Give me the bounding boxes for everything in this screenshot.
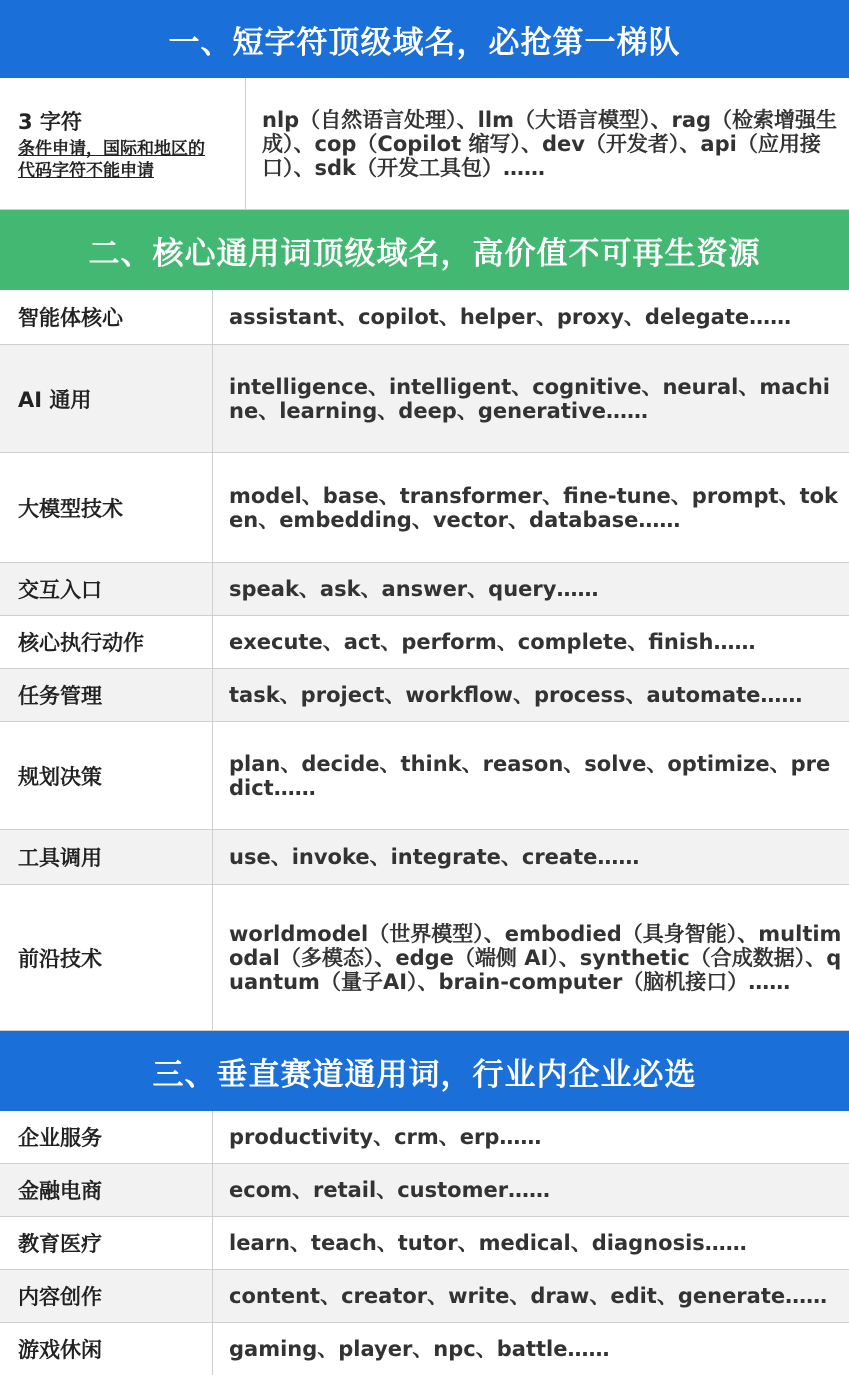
section2-row-label: 规划决策 xyxy=(0,722,213,829)
section2-row-content: use、invoke、integrate、create…… xyxy=(229,845,640,869)
section2-row-content: task、project、workflow、process、automate…… xyxy=(229,683,803,707)
section2-row-content: assistant、copilot、helper、proxy、delegate…… xyxy=(229,305,792,329)
section2-row-label: 大模型技术 xyxy=(0,453,213,562)
section3-row-label: 金融电商 xyxy=(0,1164,213,1216)
section2-row-label: 交互入口 xyxy=(0,563,213,615)
section1-label xyxy=(0,78,246,209)
section3-row xyxy=(0,1270,849,1323)
section3-row xyxy=(0,1111,849,1164)
section3-row xyxy=(0,1323,849,1375)
section2-row-content: intelligence、intelligent、cognitive、neural、machine、learning、deep、generative…… xyxy=(229,374,830,423)
section3-title: 三、垂直赛道通用词，行业内企业必选 xyxy=(152,1056,697,1093)
section1-title: 一、短字符顶级域名，必抢第一梯队 xyxy=(168,24,681,61)
section2-row xyxy=(0,345,849,453)
section2-row-content: plan、decide、think、reason、solve、optimize、predict…… xyxy=(229,751,831,800)
section2-row-label: AI 通用 xyxy=(0,345,213,452)
section2-row xyxy=(0,290,849,345)
section2-row-content: speak、ask、answer、query…… xyxy=(229,577,599,601)
section1-header xyxy=(0,0,849,78)
section3-row-label: 教育医疗 xyxy=(0,1217,213,1269)
section3-row-label: 企业服务 xyxy=(0,1111,213,1163)
section3-row xyxy=(0,1164,849,1217)
section3-header xyxy=(0,1031,849,1111)
section1-label-note-2: 代码字符不能申请 xyxy=(18,160,154,181)
section2-row xyxy=(0,722,849,830)
section2-row-content: model、base、transformer、fine-tune、prompt、token、embedding、vector、database…… xyxy=(229,483,838,532)
section2-row-label: 智能体核心 xyxy=(0,290,213,344)
section2-header xyxy=(0,210,849,290)
section2-row xyxy=(0,453,849,563)
section2-row xyxy=(0,669,849,722)
section3-row-label: 游戏休闲 xyxy=(0,1323,213,1375)
section2-row-label: 前沿技术 xyxy=(0,885,213,1030)
section3-row-content: productivity、crm、erp…… xyxy=(229,1125,542,1149)
section2-row-label: 工具调用 xyxy=(0,830,213,884)
section2-row xyxy=(0,885,849,1031)
section2-row-content: execute、act、perform、complete、finish…… xyxy=(229,630,756,654)
section3-row-content: learn、teach、tutor、medical、diagnosis…… xyxy=(229,1231,747,1255)
section2-row xyxy=(0,616,849,669)
section3-row xyxy=(0,1217,849,1270)
section1-label-main: 3 字符 xyxy=(18,109,82,134)
section1-row xyxy=(0,78,849,210)
section2-row-label: 任务管理 xyxy=(0,669,213,721)
section3-row-label: 内容创作 xyxy=(0,1270,213,1322)
section1-content: nlp（自然语言处理）、llm（大语言模型）、rag（检索增强生成）、cop（Copilot 缩写）、dev（开发者）、api（应用接口）、sdk（开发工具包）…… xyxy=(262,107,838,180)
section2-title: 二、核心通用词顶级域名，高价值不可再生资源 xyxy=(88,235,761,272)
section3-row-content: ecom、retail、customer…… xyxy=(229,1178,551,1202)
section2-row-content: worldmodel（世界模型）、embodied（具身智能）、multimodal（多模态）、edge（端侧 AI）、synthetic（合成数据）、quantum（量子AI）、brain-computer（脑机接口）…… xyxy=(229,921,842,994)
section3-row-content: content、creator、write、draw、edit、generate…… xyxy=(229,1284,828,1308)
section1-label-note-1: 条件申请，国际和地区的 xyxy=(18,138,205,159)
section2-row-label: 核心执行动作 xyxy=(0,616,213,668)
section2-row xyxy=(0,830,849,885)
section3-row-content: gaming、player、npc、battle…… xyxy=(229,1337,610,1361)
section2-row xyxy=(0,563,849,616)
